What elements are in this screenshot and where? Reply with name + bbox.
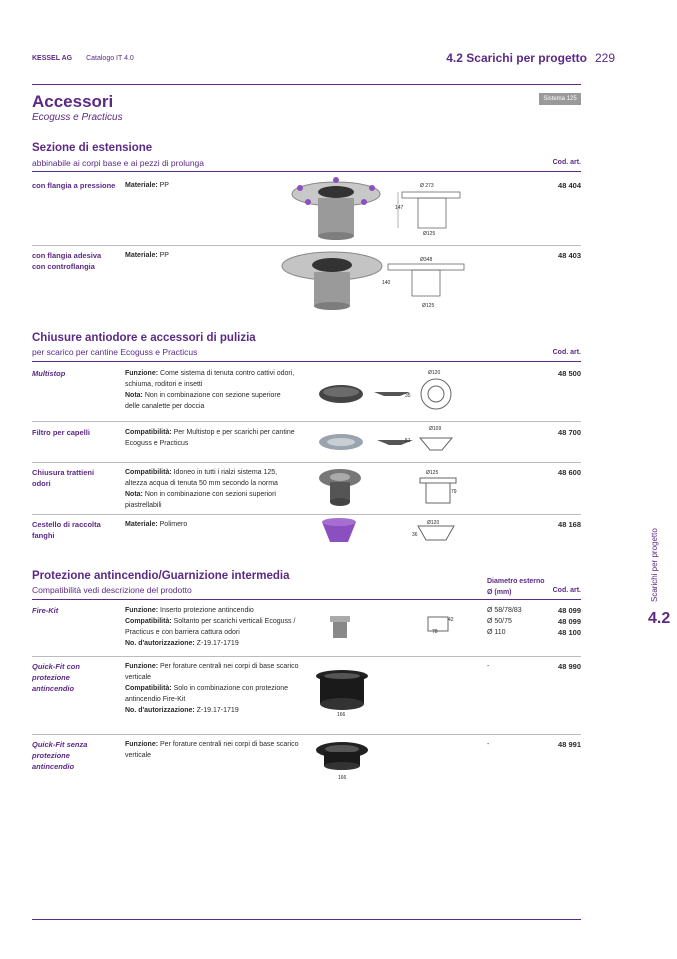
dim-label: 35 — [405, 393, 411, 399]
catalog-name: Catalogo IT 4.0 — [86, 55, 134, 62]
dim-label: 140 — [382, 280, 391, 286]
row-desc: Funzione: Come sistema di tenuta contro cattivi odori, schiuma, roditori e insetti Nota: Non in combinazione con sezione superiore delle canalette per doccia — [125, 370, 295, 410]
dim-label: Ø125 — [426, 470, 439, 476]
dim-label: Ø348 — [420, 257, 433, 263]
row-desc: Materiale: PP — [125, 252, 169, 259]
row-label: Quick-Fit senza protezione antincendio — [32, 740, 88, 771]
sec2-title: Chiusure antiodore e accessori di pulizia — [32, 332, 256, 344]
page-title: Accessori — [32, 92, 114, 111]
dim-label: 36 — [412, 532, 418, 538]
row-diam: - — [487, 663, 490, 670]
dim-label: 42 — [448, 617, 454, 623]
system-badge: Sistema 125 — [539, 93, 581, 105]
row-code: 48 991 — [558, 740, 581, 749]
row-label: Multistop — [32, 369, 66, 378]
header-rule — [32, 84, 581, 85]
dim-label: Ø 273 — [420, 183, 434, 189]
row-divider — [32, 245, 581, 246]
row-diams: Ø 58/78/83 Ø 50/75 Ø 110 — [487, 607, 522, 636]
diam-head: Diametro esterno Ø (mm) — [487, 578, 545, 596]
row-code: 48 168 — [558, 520, 581, 529]
odor-trap-image — [318, 466, 362, 508]
row-desc: Compatibilità: Per Multistop e per scarichi per cantine Ecoguss e Practicus — [125, 429, 295, 447]
sec1-title: Sezione di estensione — [32, 142, 153, 154]
row-code: 48 404 — [558, 181, 581, 190]
multistop-drawing — [418, 376, 454, 412]
row-code: 48 700 — [558, 428, 581, 437]
side-tab-text: Scarichi per progetto — [650, 528, 659, 602]
quick-fit-image — [314, 740, 370, 774]
row-divider — [32, 421, 581, 422]
dim-label: 79 — [451, 489, 457, 495]
hair-filter-image — [318, 432, 364, 452]
row-desc: Funzione: Per forature centrali nei corpi di base scarico verticale Compatibilità: Solo in combinazione con protezione antincendio Fire-Kit No. d'autorizzazione: Z-19.17-1719 — [125, 663, 299, 714]
fire-kit-image — [328, 614, 352, 640]
row-code: 48 403 — [558, 251, 581, 260]
sec2-cod: Cod. art. — [552, 349, 581, 356]
sec2-rule — [32, 361, 581, 362]
row-desc: Funzione: Inserto protezione antincendio Compatibilità: Soltanto per scarichi verticali Ecoguss / Practicus e con barriera cattura odori No. d'autorizzazione: Z-19.17-1719 — [125, 607, 296, 647]
header-left — [32, 55, 134, 62]
sec3-title: Protezione antincendio/Guarnizione intermedia — [32, 570, 290, 582]
footer-rule — [32, 919, 581, 920]
row-code: 48 500 — [558, 369, 581, 378]
row-divider — [32, 462, 581, 463]
company-name: KESSEL AG — [32, 55, 73, 62]
extension-flange-image — [288, 176, 384, 242]
row-codes: 48 099 48 099 48 100 — [558, 606, 581, 637]
row-divider — [32, 656, 581, 657]
row-desc: Funzione: Per forature centrali nei corpi di base scarico verticale — [125, 741, 299, 759]
row-desc: Materiale: Polimero — [125, 521, 188, 528]
row-label: con flangia a pressione — [32, 181, 116, 190]
sec1-cod: Cod. art. — [552, 159, 581, 166]
quick-fit-fire-image — [314, 668, 370, 714]
adhesive-flange-image — [280, 248, 384, 310]
sec3-rule — [32, 599, 581, 600]
sec1-rule — [32, 171, 581, 172]
row-label: Quick-Fit con protezione antincendio — [32, 662, 80, 693]
dim-label: 166 — [337, 712, 346, 718]
dim-label: 51 — [405, 438, 411, 444]
dim-label: 78 — [432, 629, 438, 635]
section-title: 4.2 Scarichi per progetto — [446, 51, 587, 65]
row-label: Cestello di raccolta fanghi — [32, 520, 101, 540]
row-label: Chiusura trattieni odori — [32, 468, 95, 488]
dim-label: Ø125 — [423, 231, 436, 237]
dim-label: Ø120 — [428, 370, 441, 376]
dim-label: 166 — [338, 775, 347, 781]
sludge-basket-image — [320, 516, 358, 544]
row-label: con flangia adesiva con controflangia — [32, 251, 102, 271]
dim-label: Ø120 — [427, 520, 440, 526]
multistop-image — [318, 382, 364, 406]
row-code: 48 600 — [558, 468, 581, 477]
row-desc: Materiale: PP — [125, 182, 169, 189]
page-subtitle: Ecoguss e Practicus — [32, 112, 123, 123]
row-code: 48 990 — [558, 662, 581, 671]
row-divider — [32, 514, 581, 515]
dim-label: 147 — [395, 205, 404, 211]
adhesive-drawing — [384, 258, 468, 308]
row-label: Fire-Kit — [32, 606, 59, 615]
sec1-sub: abbinabile ai corpi base e ai pezzi di prolunga — [32, 158, 205, 168]
sec3-sub: Compatibilità vedi descrizione del prodotto — [32, 585, 192, 595]
row-diam: - — [487, 741, 490, 748]
header-right — [446, 51, 615, 65]
sec2-sub: per scarico per cantine Ecoguss e Practicus — [32, 347, 198, 357]
row-label: Filtro per capelli — [32, 428, 90, 437]
dim-label: Ø125 — [422, 303, 435, 309]
sec3-cod: Cod. art. — [552, 587, 581, 594]
page-number: 229 — [594, 51, 615, 65]
side-tab-number: 4.2 — [648, 610, 671, 627]
dim-label: Ø109 — [429, 426, 442, 432]
row-desc: Compatibilità: Idoneo in tutti i rialzi sistema 125, altezza acqua di tenuta 50 mm secondo la norma Nota: Non in combinazione con sezioni superiori piastrellabili — [125, 469, 278, 509]
row-divider — [32, 734, 581, 735]
